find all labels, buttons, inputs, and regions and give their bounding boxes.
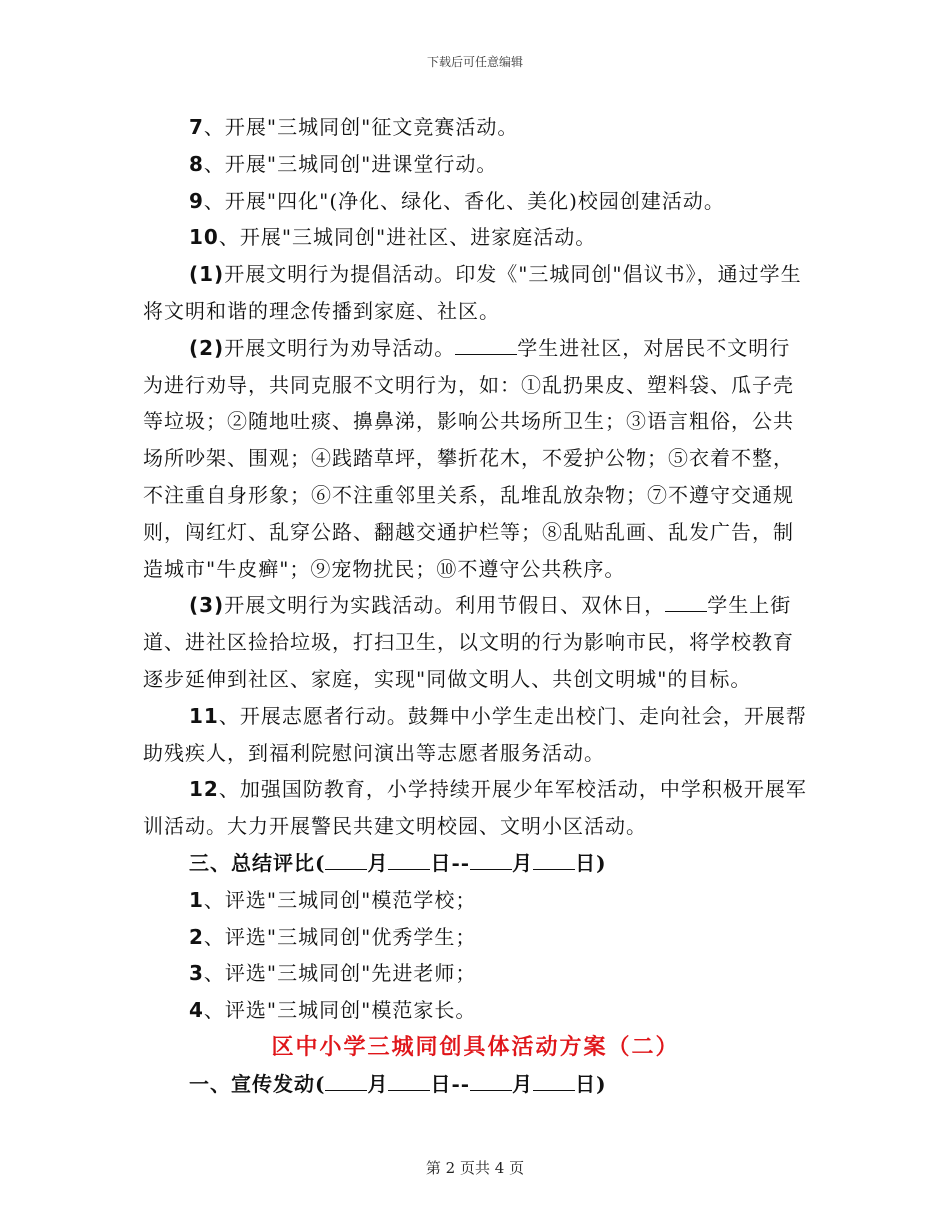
award-item-3 bbox=[143, 955, 808, 992]
blank-underline bbox=[470, 869, 512, 870]
blank-underline bbox=[325, 1090, 367, 1091]
blank-underline bbox=[533, 869, 575, 870]
section-publicity-heading: 一、宣传发动( 月 日-- 月 日) bbox=[189, 1071, 607, 1096]
item-11 bbox=[143, 698, 808, 772]
document-title: 区中小学三城同创具体活动方案（二） bbox=[271, 1033, 680, 1060]
award-text: 、评选"三城同创"模范学校； bbox=[203, 887, 477, 912]
blank-underline bbox=[665, 611, 707, 612]
sub-item-text-b: 学生进社区，对居民不文明行为进行劝导，共同克服不文明行为，如：①乱扔果皮、塑料袋、瓜子壳等垃圾；②随地吐痰、擤鼻涕，影响公共场所卫生；③语言粗俗，公共场所吵架、围观；④践踏草坪，攀折花木，不爱护公物；⑤衣着不整，不注重自身形象；⑥不注重邻里关系，乱堆乱放杂物；⑦不遵守交通规则，闯红灯、乱穿公路、翻越交通护栏等；⑧乱贴乱画、乱发广告，制造城市"牛皮癣"；⑨宠物扰民；⑩不遵守公共秩序。 bbox=[143, 335, 794, 581]
sub-item-3 bbox=[143, 587, 808, 697]
blank-underline bbox=[388, 869, 430, 870]
award-item-4 bbox=[143, 992, 808, 1029]
blank-underline bbox=[388, 1090, 430, 1091]
item-7 bbox=[143, 109, 808, 146]
item-12 bbox=[143, 771, 808, 845]
item-10 bbox=[143, 219, 808, 256]
item-text: 、开展"三城同创"征文竞赛活动。 bbox=[203, 115, 519, 139]
award-number: 3 bbox=[189, 961, 204, 986]
sub-item-number: (3) bbox=[189, 593, 225, 618]
award-number: 4 bbox=[189, 998, 204, 1023]
award-text: 、评选"三城同创"先进老师； bbox=[203, 961, 477, 986]
sub-item-1 bbox=[143, 256, 808, 330]
document-body bbox=[143, 109, 808, 1103]
sub-item-text-b: 学生上街道、进社区捡拾垃圾，打扫卫生，以文明的行为影响市民，将学校教育逐步延伸到社区、家庭，实现"同做文明人、共创文明城"的目标。 bbox=[143, 593, 794, 691]
item-text: 、开展"三城同创"进社区、进家庭活动。 bbox=[218, 225, 597, 250]
item-number: 12 bbox=[189, 777, 219, 802]
item-number: 9 bbox=[189, 188, 204, 213]
item-text: 、开展志愿者行动。鼓舞中小学生走出校门、走向社会，开展帮助残疾人，到福利院慰问演出等志愿者服务活动。 bbox=[143, 703, 807, 765]
award-item-1 bbox=[143, 882, 808, 919]
blank-underline bbox=[325, 869, 367, 870]
award-text: 、评选"三城同创"模范家长。 bbox=[203, 998, 477, 1023]
item-text: 、开展"三城同创"进课堂行动。 bbox=[203, 151, 498, 176]
item-text: 、加强国防教育，小学持续开展少年军校活动，中学积极开展军训活动。大力开展警民共建文明校园、文明小区活动。 bbox=[143, 777, 807, 839]
award-item-2 bbox=[143, 919, 808, 956]
sub-item-number: (1) bbox=[189, 262, 225, 287]
award-number: 1 bbox=[189, 887, 204, 912]
page-number: 第 2 页共 4 页 bbox=[425, 1159, 525, 1177]
item-text: 、开展"四化"(净化、绿化、香化、美化)校园创建活动。 bbox=[203, 188, 725, 213]
sub-item-text-a: 开展文明行为实践活动。利用节假日、双休日， bbox=[224, 593, 666, 618]
item-9 bbox=[143, 183, 808, 220]
blank-underline bbox=[470, 1090, 512, 1091]
award-number: 2 bbox=[189, 924, 204, 949]
sub-item-text-a: 开展文明行为劝导活动。 bbox=[224, 335, 456, 360]
sub-item-number: (2) bbox=[189, 335, 225, 360]
header-note: 下载后可任意编辑 bbox=[426, 55, 523, 69]
sub-item-text: 开展文明行为提倡活动。印发《"三城同创"倡议书》，通过学生将文明和谐的理念传播到家庭、社区。 bbox=[143, 262, 802, 323]
item-number: 7 bbox=[189, 115, 204, 139]
blank-underline bbox=[455, 354, 517, 355]
award-text: 、评选"三城同创"优秀学生； bbox=[203, 924, 477, 949]
blank-underline bbox=[533, 1090, 575, 1091]
item-number: 8 bbox=[189, 151, 204, 176]
item-number: 10 bbox=[189, 225, 219, 250]
section-summary-heading: 三、总结评比( 月 日-- 月 日) bbox=[189, 850, 607, 875]
item-8 bbox=[143, 146, 808, 183]
sub-item-2 bbox=[143, 330, 808, 588]
item-number: 11 bbox=[189, 703, 219, 728]
